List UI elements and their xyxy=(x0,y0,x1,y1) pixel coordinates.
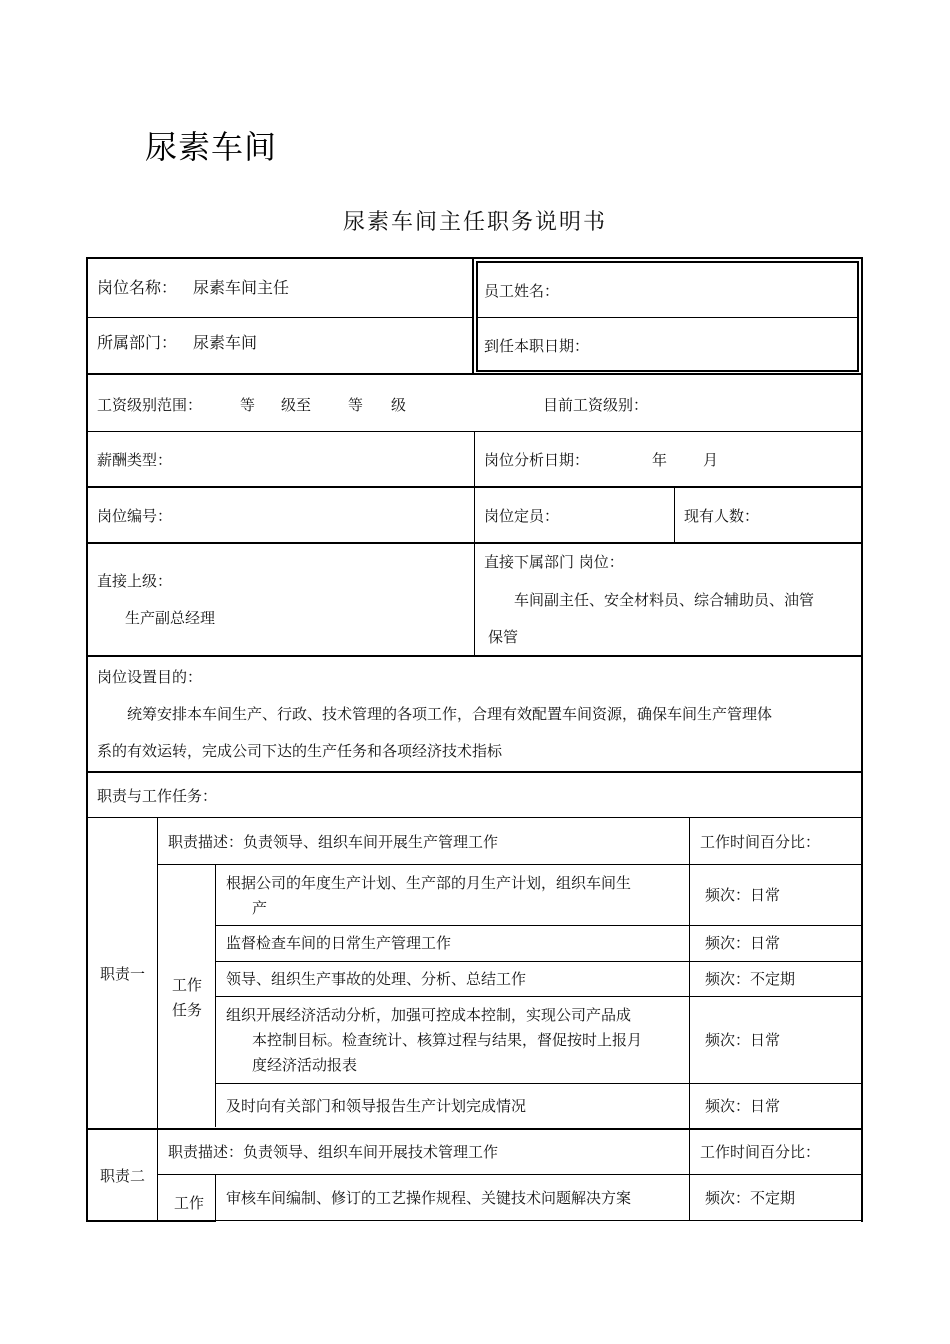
duty1-description: 职责描述：负责领导、组织车间开展生产管理工作 xyxy=(168,833,499,851)
current-grade-label: 目前工资级别： xyxy=(543,396,649,414)
analysis-month: 月 xyxy=(703,451,719,469)
document-title: 尿素车间主任职务说明书 xyxy=(342,210,607,235)
current-staff-label: 现有人数： xyxy=(684,507,760,525)
duty1-task-3: 领导、组织生产事故的处理、分析、总结工作 xyxy=(226,970,527,988)
table-bottom-border xyxy=(86,1220,216,1222)
duty1-task-1-frequency: 频次：日常 xyxy=(705,886,781,904)
divider xyxy=(88,317,474,318)
duties-label: 职责与工作任务： xyxy=(97,787,218,805)
analysis-year: 年 xyxy=(652,451,668,469)
position-code-label: 岗位编号： xyxy=(97,507,173,525)
pay-type-label: 薪酬类型： xyxy=(97,451,173,469)
divider xyxy=(86,1128,862,1130)
duty1-task-4-frequency: 频次：日常 xyxy=(705,1031,781,1049)
table-right-border xyxy=(861,257,863,1222)
divider xyxy=(157,818,158,1221)
page-heading: 尿素车间 xyxy=(145,128,278,166)
supervisor-value: 生产副总经理 xyxy=(125,609,216,627)
purpose-label: 岗位设置目的： xyxy=(97,668,203,686)
divider xyxy=(674,487,675,543)
divider xyxy=(216,925,861,926)
duty2-time-percent-label: 工作时间百分比： xyxy=(700,1143,821,1161)
position-name-label: 岗位名称： xyxy=(97,278,178,297)
salary-range-ji: 级 xyxy=(391,396,407,414)
duty1-task-4-line-1: 组织开展经济活动分析，加强可控成本控制，实现公司产品成 xyxy=(226,1006,632,1024)
salary-range-ji-to: 级至 xyxy=(281,396,312,414)
position-name-value: 尿素车间主任 xyxy=(193,278,290,297)
duty1-task-2-frequency: 频次：日常 xyxy=(705,934,781,952)
table-bottom-border-right xyxy=(216,1220,862,1221)
divider xyxy=(216,996,861,997)
duty1-label: 职责一 xyxy=(100,965,146,983)
divider xyxy=(88,655,861,657)
duty2-task-label-line-1: 工作 xyxy=(174,1194,205,1212)
purpose-line-1: 统筹安排本车间生产、行政、技术管理的各项工作，合理有效配置车间资源，确保车间生产管理体 xyxy=(127,705,773,723)
salary-range-deng-1: 等 xyxy=(240,396,256,414)
duty1-task-4-line-2: 本控制目标。检查统计、核算过程与结果，督促按时上报月 xyxy=(252,1031,643,1049)
analysis-date-label: 岗位分析日期： xyxy=(484,451,590,469)
supervisor-label: 直接上级： xyxy=(97,572,173,590)
duty1-task-1-line-2: 产 xyxy=(252,899,268,917)
salary-range-deng-2: 等 xyxy=(348,396,364,414)
duty2-description: 职责描述：负责领导、组织车间开展技术管理工作 xyxy=(168,1143,499,1161)
divider xyxy=(88,486,861,488)
duty1-task-label-line-1: 工作 xyxy=(172,976,203,994)
divider xyxy=(478,317,858,318)
divider xyxy=(88,373,861,375)
divider xyxy=(474,543,475,655)
headcount-label: 岗位定员： xyxy=(484,507,560,525)
department-label: 所属部门： xyxy=(97,333,178,352)
divider xyxy=(88,817,861,818)
table-top-border xyxy=(86,257,863,259)
duty2-task-1-frequency: 频次：不定期 xyxy=(705,1189,796,1207)
subordinates-line-1: 车间副主任、安全材料员、综合辅助员、油管 xyxy=(514,591,815,609)
purpose-line-2: 系的有效运转，完成公司下达的生产任务和各项经济技术指标 xyxy=(97,742,503,760)
department-value: 尿素车间 xyxy=(193,333,258,352)
start-date-label: 到任本职日期： xyxy=(484,337,590,355)
table-left-border xyxy=(86,257,88,1222)
employee-name-label: 员工姓名： xyxy=(484,282,560,300)
divider xyxy=(689,818,690,1221)
divider xyxy=(216,961,861,962)
duty1-task-label-line-2: 任务 xyxy=(172,1001,203,1019)
divider xyxy=(158,864,861,865)
salary-range-label: 工资级别范围： xyxy=(97,396,203,414)
divider xyxy=(215,1174,216,1221)
duty1-task-5: 及时向有关部门和领导报告生产计划完成情况 xyxy=(226,1097,527,1115)
duty1-task-4-line-3: 度经济活动报表 xyxy=(252,1056,358,1074)
duty1-task-2: 监督检查车间的日常生产管理工作 xyxy=(226,934,452,952)
duty2-label: 职责二 xyxy=(100,1167,146,1185)
divider xyxy=(158,1174,861,1175)
divider xyxy=(88,771,861,773)
duty1-task-3-frequency: 频次：不定期 xyxy=(705,970,796,988)
subordinates-label: 直接下属部门 岗位： xyxy=(484,553,624,571)
duty1-time-percent-label: 工作时间百分比： xyxy=(700,833,821,851)
divider xyxy=(216,1083,861,1084)
duty1-task-5-frequency: 频次：日常 xyxy=(705,1097,781,1115)
duty1-task-1-line-1: 根据公司的年度生产计划、生产部的月生产计划，组织车间生 xyxy=(226,874,632,892)
duty2-task-1: 审核车间编制、修订的工艺操作规程、关键技术问题解决方案 xyxy=(226,1189,632,1207)
subordinates-line-2: 保管 xyxy=(488,628,519,646)
